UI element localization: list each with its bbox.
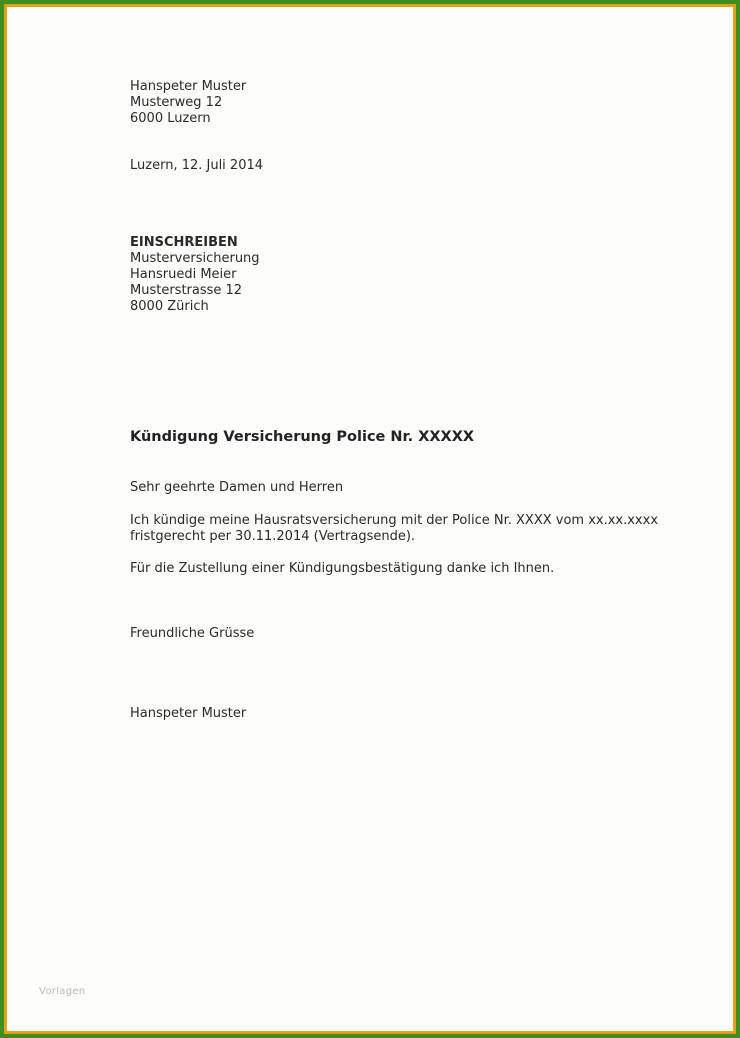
date-line: Luzern, 12. Juli 2014 xyxy=(130,158,264,173)
page-border-inner xyxy=(4,4,736,1034)
body-paragraph-1 xyxy=(130,513,658,545)
sender-name: Hanspeter Muster xyxy=(130,79,247,94)
body-paragraph-1-line-2: fristgerecht per 30.11.2014 (Vertragsende). xyxy=(130,529,416,544)
watermark-text: Vorlagen xyxy=(39,986,86,997)
sender-address xyxy=(130,79,246,127)
body-paragraph-1-line-1: Ich kündige meine Hausratsversicherung mit der Police Nr. XXXX vom xx.xx.xxxx xyxy=(130,513,659,528)
recipient-street: Musterstrasse 12 xyxy=(130,283,243,298)
recipient-city: 8000 Zürich xyxy=(130,299,209,314)
salutation: Sehr geehrte Damen und Herren xyxy=(130,480,344,495)
recipient-contact: Hansruedi Meier xyxy=(130,267,237,282)
delivery-type: EINSCHREIBEN xyxy=(130,235,238,250)
sender-street: Musterweg 12 xyxy=(130,95,223,110)
sender-city: 6000 Luzern xyxy=(130,111,211,126)
recipient-address xyxy=(130,235,260,315)
signature-name: Hanspeter Muster xyxy=(130,706,247,721)
letter-page xyxy=(7,7,733,1031)
recipient-company: Musterversicherung xyxy=(130,251,260,266)
body-paragraph-2: Für die Zustellung einer Kündigungsbestätigung danke ich Ihnen. xyxy=(130,561,555,576)
closing: Freundliche Grüsse xyxy=(130,626,255,641)
subject-line: Kündigung Versicherung Police Nr. XXXXX xyxy=(130,429,475,445)
